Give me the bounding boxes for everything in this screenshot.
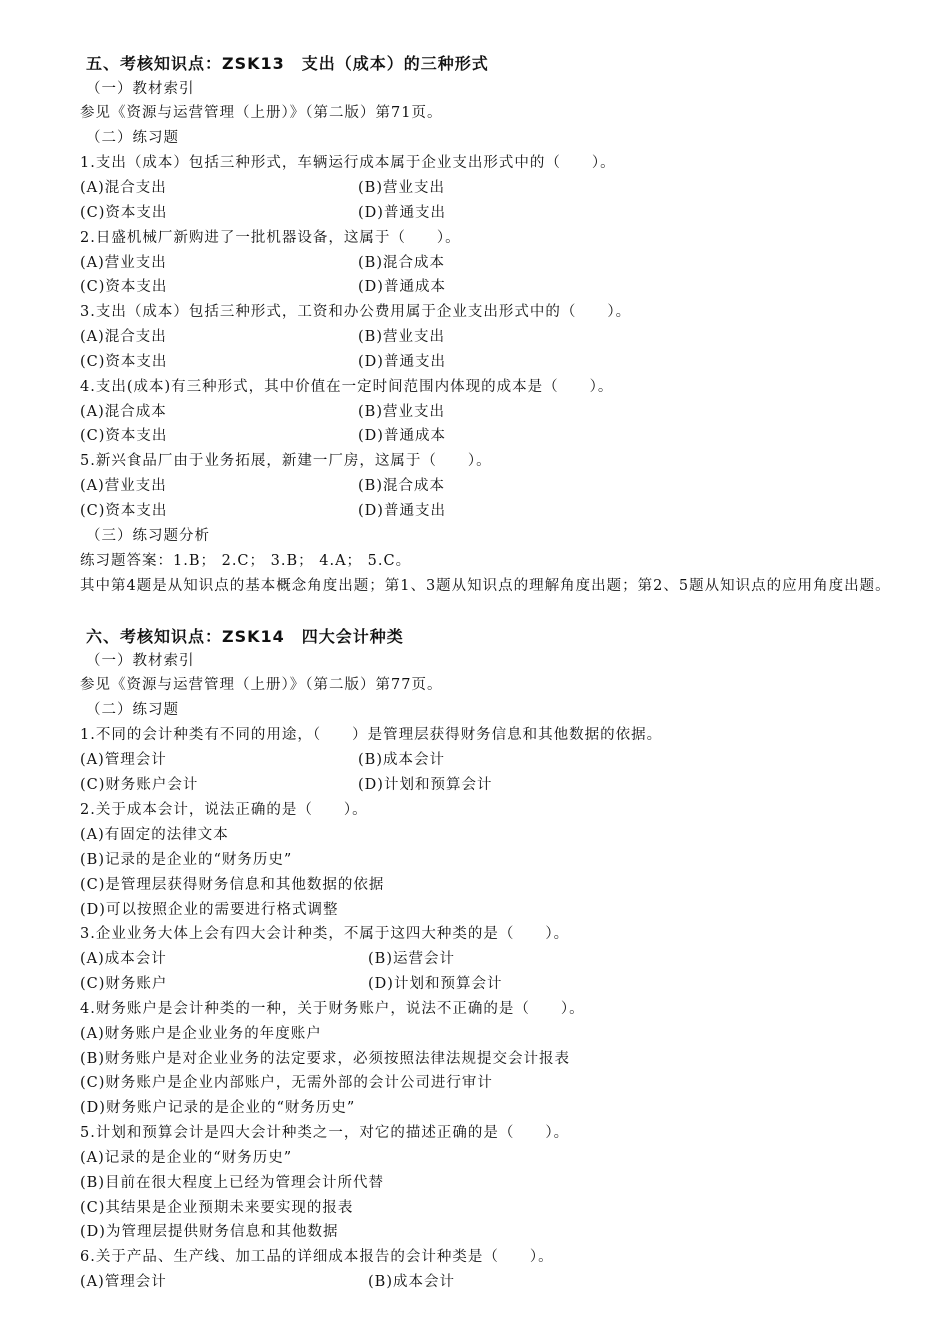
s5-q2-options-row-2 <box>80 275 910 299</box>
option-a: (A)混合成本 <box>80 404 167 420</box>
s5-q3-options-row-1 <box>80 325 910 349</box>
option-a: (A)成本会计 <box>80 951 167 967</box>
option-a: (A)营业支出 <box>80 255 167 271</box>
option-d: (D)普通成本 <box>358 279 446 295</box>
option-b: (B)成本会计 <box>368 1274 455 1290</box>
option-b: (B)营业支出 <box>358 404 445 420</box>
option-d: (D)普通支出 <box>358 354 446 370</box>
s6-q5-option-a: (A)记录的是企业的“财务历史” <box>80 1150 293 1166</box>
section-5-exercises-title: （二）练习题 <box>86 130 179 146</box>
option-b: (B)成本会计 <box>358 752 445 768</box>
s6-q2-option-d: (D)可以按照企业的需要进行格式调整 <box>80 902 339 918</box>
s5-q4-options-row-1 <box>80 400 910 424</box>
option-b: (B)混合成本 <box>358 255 445 271</box>
s6-question-4: 4.财务账户是会计种类的一种，关于财务账户，说法不正确的是（ ）。 <box>80 1001 585 1017</box>
option-d: (D)计划和预算会计 <box>358 777 493 793</box>
s6-q2-option-a: (A)有固定的法律文本 <box>80 827 229 843</box>
s5-q3-options-row-2 <box>80 350 910 374</box>
option-a: (A)混合支出 <box>80 329 167 345</box>
s6-q5-option-c: (C)其结果是企业预期未来要实现的报表 <box>80 1200 354 1216</box>
s6-question-2: 2.关于成本会计，说法正确的是（ ）。 <box>80 802 368 818</box>
section-5-textbook-reference: 参见《资源与运营管理（上册）》（第二版）第71页。 <box>80 105 443 121</box>
option-b: (B)运营会计 <box>368 951 455 967</box>
option-c: (C)资本支出 <box>80 428 168 444</box>
s6-q5-option-b: (B)目前在很大程度上已经为管理会计所代替 <box>80 1175 384 1191</box>
s5-q2-options-row-1 <box>80 251 910 275</box>
s6-question-6: 6.关于产品、生产线、加工品的详细成本报告的会计种类是（ ）。 <box>80 1249 554 1265</box>
option-b: (B)营业支出 <box>358 180 445 196</box>
s6-q1-options-row-1 <box>80 748 910 772</box>
section-5-analysis-paragraph: 其中第4题是从知识点的基本概念角度出题；第1、3题从知识点的理解角度出题；第2、5题从知识点的应用角度出题。 <box>80 578 891 594</box>
s5-q5-options-row-1 <box>80 474 910 498</box>
s5-question-2: 2.日盛机械厂新购进了一批机器设备，这属于（ ）。 <box>80 230 461 246</box>
s5-question-4: 4.支出(成本)有三种形式，其中价值在一定时间范围内体现的成本是（ ）。 <box>80 379 614 395</box>
option-c: (C)资本支出 <box>80 354 168 370</box>
s6-q1-options-row-2 <box>80 773 910 797</box>
s6-q2-option-b: (B)记录的是企业的“财务历史” <box>80 852 293 868</box>
s5-question-3: 3.支出（成本）包括三种形式，工资和办公费用属于企业支出形式中的（ ）。 <box>80 304 632 320</box>
section-6-textbook-index-title: （一）教材索引 <box>86 653 195 669</box>
s6-question-3: 3.企业业务大体上会有四大会计种类，不属于这四大种类的是（ ）。 <box>80 926 570 942</box>
option-a: (A)管理会计 <box>80 1274 167 1290</box>
s6-q3-options-row-2 <box>80 972 910 996</box>
s5-question-5: 5.新兴食品厂由于业务拓展，新建一厂房，这属于（ ）。 <box>80 453 492 469</box>
s6-q4-option-d: (D)财务账户记录的是企业的“财务历史” <box>80 1100 356 1116</box>
option-a: (A)营业支出 <box>80 478 167 494</box>
option-a: (A)混合支出 <box>80 180 167 196</box>
section-5-textbook-index-title: （一）教材索引 <box>86 81 195 97</box>
s5-question-1: 1.支出（成本）包括三种形式，车辆运行成本属于企业支出形式中的（ ）。 <box>80 155 616 171</box>
section-5-answers: 练习题答案：1.B； 2.C； 3.B； 4.A； 5.C。 <box>80 553 412 569</box>
s5-q1-options-row-1 <box>80 176 910 200</box>
s5-q5-options-row-2 <box>80 499 910 523</box>
s5-q4-options-row-2 <box>80 424 910 448</box>
option-c: (C)资本支出 <box>80 205 168 221</box>
option-c: (C)资本支出 <box>80 279 168 295</box>
section-5-analysis-title: （三）练习题分析 <box>86 528 210 544</box>
option-c: (C)财务账户会计 <box>80 777 199 793</box>
s6-q4-option-c: (C)财务账户是企业内部账户，无需外部的会计公司进行审计 <box>80 1075 493 1091</box>
option-d: (D)普通支出 <box>358 205 446 221</box>
section-6-exercises-title: （二）练习题 <box>86 702 179 718</box>
s5-q1-options-row-2 <box>80 201 910 225</box>
section-6-heading: 六、考核知识点：ZSK14 四大会计种类 <box>86 627 404 646</box>
option-d: (D)计划和预算会计 <box>368 976 503 992</box>
option-a: (A)管理会计 <box>80 752 167 768</box>
s6-question-5: 5.计划和预算会计是四大会计种类之一，对它的描述正确的是（ ）。 <box>80 1125 570 1141</box>
option-c: (C)资本支出 <box>80 503 168 519</box>
s6-q2-option-c: (C)是管理层获得财务信息和其他数据的依据 <box>80 877 385 893</box>
option-d: (D)普通成本 <box>358 428 446 444</box>
option-d: (D)普通支出 <box>358 503 446 519</box>
section-6-textbook-reference: 参见《资源与运营管理（上册）》（第二版）第77页。 <box>80 677 443 693</box>
s6-q4-option-a: (A)财务账户是企业业务的年度账户 <box>80 1026 322 1042</box>
s6-q4-option-b: (B)财务账户是对企业业务的法定要求，必须按照法律法规提交会计报表 <box>80 1051 570 1067</box>
s6-question-1: 1.不同的会计种类有不同的用途，（ ）是管理层获得财务信息和其他数据的依据。 <box>80 727 663 743</box>
s6-q3-options-row-1 <box>80 947 910 971</box>
option-b: (B)营业支出 <box>358 329 445 345</box>
s6-q5-option-d: (D)为管理层提供财务信息和其他数据 <box>80 1224 339 1240</box>
section-5-heading: 五、考核知识点：ZSK13 支出（成本）的三种形式 <box>86 54 489 73</box>
s6-q6-options-row-1 <box>80 1270 910 1294</box>
option-b: (B)混合成本 <box>358 478 445 494</box>
option-c: (C)财务账户 <box>80 976 168 992</box>
